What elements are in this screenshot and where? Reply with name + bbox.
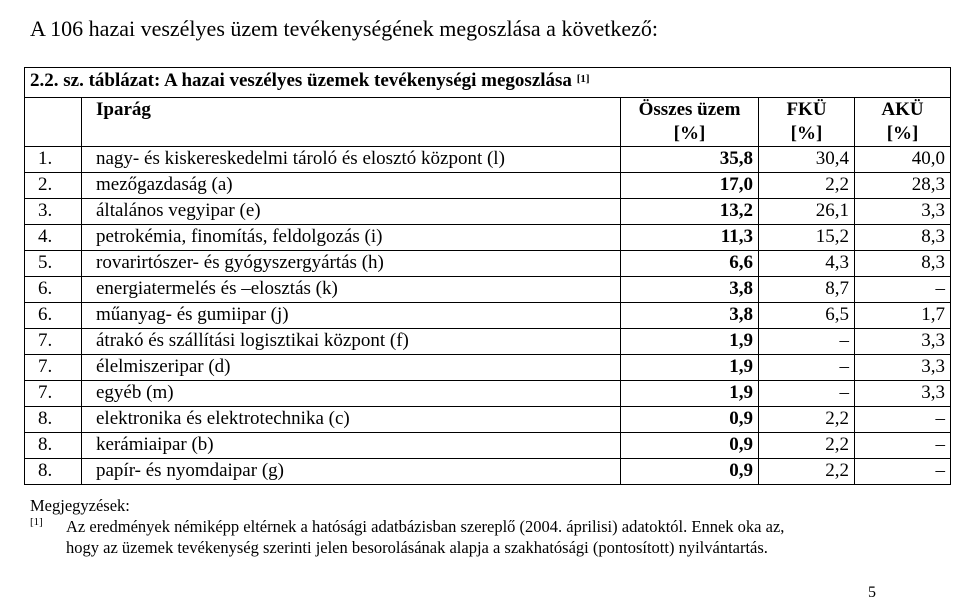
table-caption-row bbox=[25, 68, 951, 98]
row-fku: 15,2 bbox=[759, 225, 855, 251]
row-fku: – bbox=[759, 355, 855, 381]
table-row bbox=[25, 329, 951, 355]
caption-text: 2.2. sz. táblázat: A hazai veszélyes üzemek tevékenységi megoszlása bbox=[30, 70, 572, 91]
table-row bbox=[25, 407, 951, 433]
row-aku: 3,3 bbox=[855, 329, 951, 355]
table-row bbox=[25, 199, 951, 225]
row-fku: 6,5 bbox=[759, 303, 855, 329]
row-rank: 3. bbox=[25, 199, 82, 225]
row-fku: 8,7 bbox=[759, 277, 855, 303]
header-aku-unit: [%] bbox=[886, 123, 919, 144]
table-row bbox=[25, 277, 951, 303]
row-sector: kerámiaipar (b) bbox=[82, 433, 621, 459]
footnote-reference: [1] bbox=[30, 516, 43, 528]
footnote bbox=[30, 516, 784, 558]
table-row bbox=[25, 355, 951, 381]
table-row bbox=[25, 433, 951, 459]
row-total: 11,3 bbox=[621, 225, 759, 251]
row-fku: 30,4 bbox=[759, 147, 855, 173]
activity-distribution-table bbox=[24, 67, 951, 485]
page-number: 5 bbox=[868, 584, 876, 601]
row-total: 0,9 bbox=[621, 407, 759, 433]
row-aku: 3,3 bbox=[855, 355, 951, 381]
table-row bbox=[25, 173, 951, 199]
row-aku: 28,3 bbox=[855, 173, 951, 199]
row-rank: 4. bbox=[25, 225, 82, 251]
row-total: 6,6 bbox=[621, 251, 759, 277]
table-row bbox=[25, 225, 951, 251]
row-aku: – bbox=[855, 407, 951, 433]
row-aku: – bbox=[855, 459, 951, 485]
row-rank: 2. bbox=[25, 173, 82, 199]
row-rank: 7. bbox=[25, 355, 82, 381]
table-row bbox=[25, 303, 951, 329]
notes-section bbox=[30, 495, 784, 558]
notes-heading: Megjegyzések: bbox=[30, 496, 130, 515]
table-row bbox=[25, 251, 951, 277]
footnote-line-2: hogy az üzemek tevékenység szerinti jelen besorolásának alapja a szakhatósági (pontosított) nyilvántartás. bbox=[66, 538, 768, 557]
row-fku: – bbox=[759, 329, 855, 355]
header-total bbox=[621, 98, 759, 147]
row-fku: 4,3 bbox=[759, 251, 855, 277]
row-aku: 3,3 bbox=[855, 199, 951, 225]
row-sector: nagy- és kiskereskedelmi tároló és elosztó központ (l) bbox=[82, 147, 621, 173]
row-sector: műanyag- és gumiipar (j) bbox=[82, 303, 621, 329]
row-total: 1,9 bbox=[621, 381, 759, 407]
header-rank bbox=[25, 98, 82, 147]
row-rank: 6. bbox=[25, 277, 82, 303]
header-aku bbox=[855, 98, 951, 147]
footnote-line-1: Az eredmények némiképp eltérnek a hatósági adatbázisban szereplő (2004. áprilisi) adatoktól. Ennek oka az, bbox=[66, 517, 785, 536]
row-fku: – bbox=[759, 381, 855, 407]
row-fku: 2,2 bbox=[759, 407, 855, 433]
row-sector: mezőgazdaság (a) bbox=[82, 173, 621, 199]
row-sector: egyéb (m) bbox=[82, 381, 621, 407]
row-total: 3,8 bbox=[621, 303, 759, 329]
row-total: 1,9 bbox=[621, 355, 759, 381]
row-rank: 8. bbox=[25, 433, 82, 459]
table-row bbox=[25, 459, 951, 485]
row-total: 35,8 bbox=[621, 147, 759, 173]
row-aku: 3,3 bbox=[855, 381, 951, 407]
header-aku-label: AKÜ bbox=[881, 99, 924, 120]
row-total: 0,9 bbox=[621, 459, 759, 485]
row-sector: papír- és nyomdaipar (g) bbox=[82, 459, 621, 485]
row-total: 3,8 bbox=[621, 277, 759, 303]
row-aku: – bbox=[855, 277, 951, 303]
row-aku: 8,3 bbox=[855, 251, 951, 277]
row-rank: 1. bbox=[25, 147, 82, 173]
header-fku-label: FKÜ bbox=[786, 99, 827, 120]
row-sector: rovarirtószer- és gyógyszergyártás (h) bbox=[82, 251, 621, 277]
header-total-unit: [%] bbox=[673, 123, 706, 144]
row-fku: 2,2 bbox=[759, 459, 855, 485]
row-sector: elektronika és elektrotechnika (c) bbox=[82, 407, 621, 433]
table-header-row bbox=[25, 98, 951, 147]
row-aku: 40,0 bbox=[855, 147, 951, 173]
row-sector: energiatermelés és –elosztás (k) bbox=[82, 277, 621, 303]
row-fku: 26,1 bbox=[759, 199, 855, 225]
row-aku: 8,3 bbox=[855, 225, 951, 251]
header-fku bbox=[759, 98, 855, 147]
row-rank: 7. bbox=[25, 381, 82, 407]
row-total: 0,9 bbox=[621, 433, 759, 459]
header-fku-unit: [%] bbox=[790, 123, 823, 144]
caption-reference: [1] bbox=[576, 73, 590, 85]
row-rank: 5. bbox=[25, 251, 82, 277]
row-sector: általános vegyipar (e) bbox=[82, 199, 621, 225]
row-total: 17,0 bbox=[621, 173, 759, 199]
row-fku: 2,2 bbox=[759, 433, 855, 459]
row-aku: – bbox=[855, 433, 951, 459]
row-rank: 6. bbox=[25, 303, 82, 329]
header-sector: Iparág bbox=[82, 98, 621, 147]
row-fku: 2,2 bbox=[759, 173, 855, 199]
table-row bbox=[25, 381, 951, 407]
row-total: 1,9 bbox=[621, 329, 759, 355]
row-rank: 8. bbox=[25, 459, 82, 485]
row-sector: átrakó és szállítási logisztikai központ (f) bbox=[82, 329, 621, 355]
intro-text: A 106 hazai veszélyes üzem tevékenységének megoszlása a következő: bbox=[30, 16, 658, 41]
row-rank: 7. bbox=[25, 329, 82, 355]
row-rank: 8. bbox=[25, 407, 82, 433]
row-sector: petrokémia, finomítás, feldolgozás (i) bbox=[82, 225, 621, 251]
table-row bbox=[25, 147, 951, 173]
table-caption bbox=[25, 68, 951, 98]
row-sector: élelmiszeripar (d) bbox=[82, 355, 621, 381]
header-total-label: Összes üzem bbox=[638, 99, 741, 120]
row-total: 13,2 bbox=[621, 199, 759, 225]
row-aku: 1,7 bbox=[855, 303, 951, 329]
